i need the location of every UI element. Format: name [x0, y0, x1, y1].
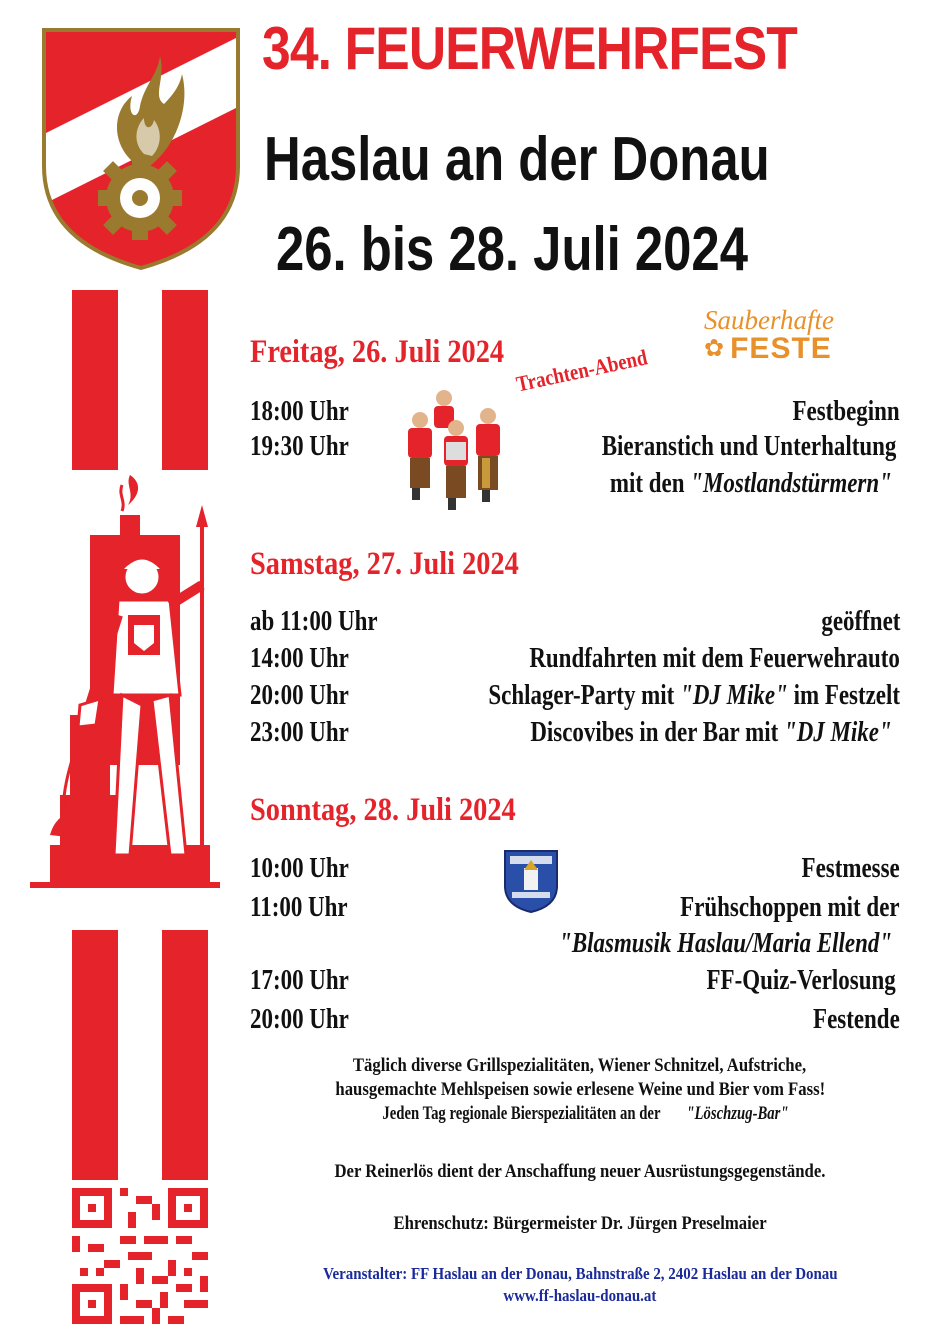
event-time: 14:00 Uhr — [250, 643, 349, 674]
band-name: "Blasmusik Haslau/Maria Ellend" — [559, 928, 892, 959]
schedule-row — [250, 928, 900, 962]
trachten-abend-label: Trachten-Abend — [514, 344, 650, 397]
food-info — [230, 1054, 930, 1126]
sunday-heading: Sonntag, 28. Juli 2024 — [250, 792, 516, 828]
info-line: hausgemachte Mehlspeisen sowie erlesene Weine und Bier vom Fass! — [335, 1079, 825, 1100]
saturday-heading: Samstag, 27. Juli 2024 — [250, 546, 519, 582]
schedule-row — [250, 606, 900, 640]
website-link[interactable]: www.ff-haslau-donau.at — [503, 1286, 657, 1305]
event-time: 11:00 Uhr — [250, 892, 348, 923]
event-time: 19:30 Uhr — [250, 431, 349, 462]
patron-note: Ehrenschutz: Bürgermeister Dr. Jürgen Preselmaier — [393, 1213, 767, 1234]
event-description: mit den "Mostlandstürmern" — [610, 468, 892, 499]
qr-code[interactable] — [72, 1188, 208, 1324]
event-description: Discovibes in der Bar mit "DJ Mike" — [530, 717, 892, 748]
event-time: ab 11:00 Uhr — [250, 606, 378, 637]
event-time: 10:00 Uhr — [250, 853, 349, 884]
location-title: Haslau an der Donau — [264, 125, 770, 194]
saint-florian-illustration — [30, 465, 220, 895]
event-description: Bieranstich und Unterhaltung — [601, 431, 896, 462]
decor-stripe — [162, 290, 208, 470]
decor-stripe — [162, 930, 208, 1180]
organizer-info: Veranstalter: FF Haslau an der Donau, Bahnstraße 2, 2402 Haslau an der Donau — [322, 1264, 838, 1283]
event-time: 17:00 Uhr — [250, 965, 349, 996]
proceeds-note: Der Reinerlös dient der Anschaffung neuer Ausrüstungsgegenstände. — [334, 1161, 826, 1182]
event-time: 20:00 Uhr — [250, 1004, 349, 1035]
dates-title: 26. bis 28. Juli 2024 — [276, 215, 748, 284]
schedule-row — [250, 468, 900, 502]
friday-heading: Freitag, 26. Juli 2024 — [250, 334, 505, 370]
schedule-row — [250, 965, 900, 999]
schedule-row — [250, 1004, 900, 1038]
event-time: 23:00 Uhr — [250, 717, 349, 748]
schedule-row — [250, 717, 900, 751]
event-time: 18:00 Uhr — [250, 396, 349, 427]
event-time: 20:00 Uhr — [250, 680, 349, 711]
info-line: Täglich diverse Grillspezialitäten, Wiener Schnitzel, Aufstriche, — [353, 1055, 807, 1076]
sauberhafte-feste-logo — [704, 306, 894, 366]
event-description: geöffnet — [820, 606, 900, 637]
decor-stripe — [72, 290, 118, 470]
fire-brigade-crest — [40, 26, 242, 272]
schedule-row — [250, 680, 900, 714]
event-description: Frühschoppen mit der — [680, 892, 900, 923]
logo-text-bottom: FESTE — [730, 332, 832, 365]
event-description: Festende — [813, 1004, 900, 1035]
schedule-row — [250, 892, 900, 926]
info-line: Jeden Tag regionale Bierspezialitäten an der"Löschzug-Bar" — [382, 1103, 790, 1124]
festival-title: 34. FEUERWEHRFEST — [262, 15, 797, 82]
decor-stripe — [72, 930, 118, 1180]
event-description: Schlager-Party mit "DJ Mike" im Festzelt — [488, 680, 900, 711]
schedule-row — [250, 643, 900, 677]
event-description: Rundfahrten mit dem Feuerwehrauto — [529, 643, 900, 674]
schedule-row — [250, 853, 900, 887]
schedule-row — [250, 396, 900, 430]
flower-icon: ✿ — [704, 336, 725, 362]
event-description: Festmesse — [801, 853, 900, 884]
band-name: "Mostlandstürmern" — [690, 468, 892, 499]
event-description: Festbeginn — [792, 396, 900, 427]
event-description: FF-Quiz-Verlosung — [706, 965, 896, 996]
schedule-row — [250, 431, 900, 465]
logo-text-top: Sauberhafte — [704, 305, 834, 335]
